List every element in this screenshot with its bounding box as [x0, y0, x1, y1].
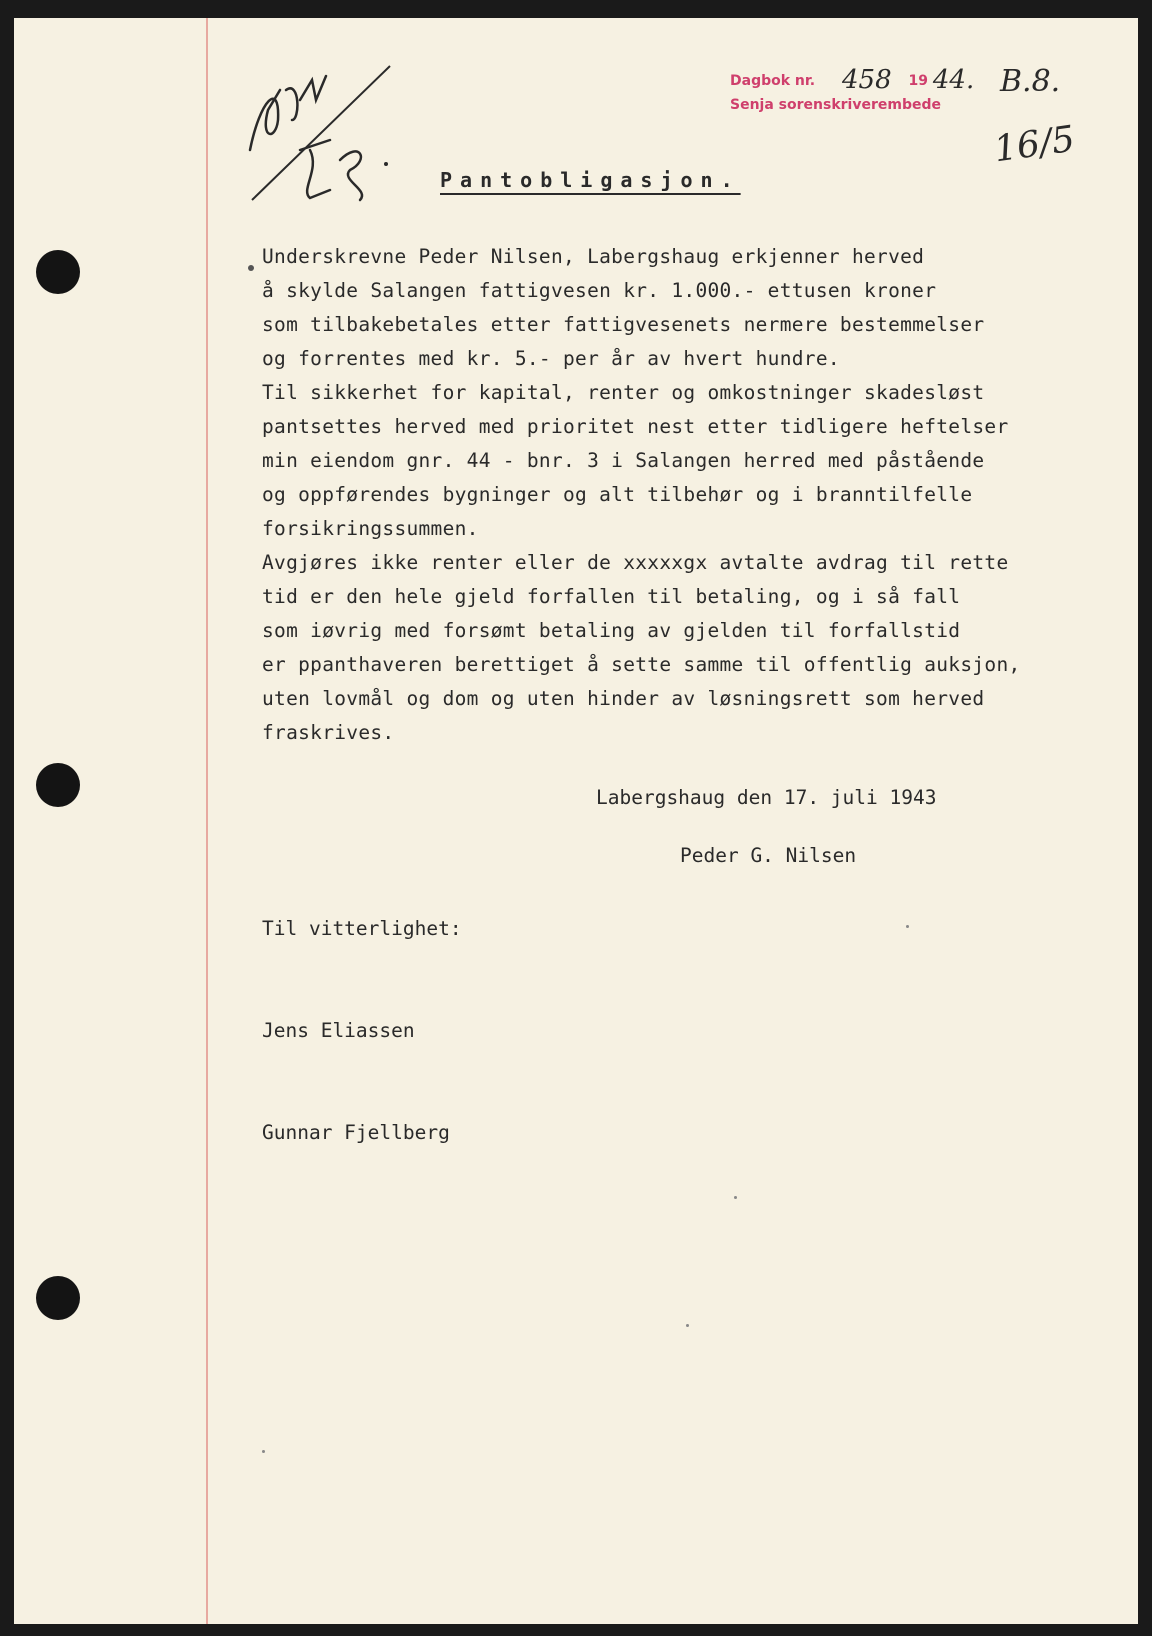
- paper-speck: [906, 925, 909, 928]
- document-page: [14, 18, 1138, 1624]
- ink-dot: [248, 265, 254, 271]
- body-line: er ppanthaveren berettiget å sette samme til offentlig auksjon,: [262, 653, 1021, 676]
- margin-line: [206, 18, 208, 1624]
- stamp-dagbok-row: [730, 65, 975, 95]
- body-line: uten lovmål og dom og uten hinder av løsningsrett som herved: [262, 687, 985, 710]
- witness-name: Jens Eliassen: [262, 1019, 415, 1042]
- place-date: Labergshaug den 17. juli 1943: [596, 786, 937, 809]
- punch-hole-top: [36, 250, 80, 294]
- body-line: Til sikkerhet for kapital, renter og omkostninger skadesløst: [262, 381, 985, 404]
- body-line: som tilbakebetales etter fattigvesenets nermere bestemmelser: [262, 313, 985, 336]
- paper-speck: [734, 1196, 737, 1199]
- document-body: [262, 240, 1122, 750]
- witness-label: Til vitterlighet:: [262, 917, 462, 940]
- witness-block: [262, 844, 462, 1218]
- paper-speck: [686, 1324, 689, 1327]
- paper-speck: [262, 1450, 265, 1453]
- body-line: Avgjøres ikke renter eller de xxxxxgx avtalte avdrag til rette: [262, 551, 1009, 574]
- body-line: forsikringssummen.: [262, 517, 479, 540]
- body-line: Underskrevne Peder Nilsen, Labergshaug erkjenner herved: [262, 245, 925, 268]
- note-date: 16/5: [991, 118, 1078, 171]
- body-line: tid er den hele gjeld forfallen til betaling, og i så fall: [262, 585, 961, 608]
- punch-hole-middle: [36, 763, 80, 807]
- signer-name: Peder G. Nilsen: [680, 844, 857, 867]
- registry-stamp: [730, 65, 975, 117]
- body-line: pantsettes herved med prioritet nest etter tidligere heftelser: [262, 415, 1009, 438]
- body-line: fraskrives.: [262, 721, 395, 744]
- witness-name: Gunnar Fjellberg: [262, 1121, 450, 1144]
- body-line: å skylde Salangen fattigvesen kr. 1.000.- ettusen kroner: [262, 279, 937, 302]
- stamp-office: Senja sorenskriverembede: [730, 97, 941, 113]
- document-title: Pantobligasjon.: [440, 168, 741, 192]
- body-line: som iøvrig med forsømt betaling av gjelden til forfallstid: [262, 619, 961, 642]
- stamp-year-prefix: 19: [908, 73, 928, 89]
- stamp-year-suffix: 44.: [932, 65, 975, 95]
- body-line: og oppførendes bygninger og alt tilbehør og i branntilfelle: [262, 483, 973, 506]
- punch-hole-bottom: [36, 1276, 80, 1320]
- stamp-dagbok-label: Dagbok nr.: [730, 73, 816, 89]
- body-line: min eiendom gnr. 44 - bnr. 3 i Salangen herred med påstående: [262, 449, 985, 472]
- handwritten-initials: [240, 60, 410, 210]
- body-line: og forrentes med kr. 5.- per år av hvert hundre.: [262, 347, 840, 370]
- note-top-right: B.8.: [1000, 64, 1061, 99]
- stamp-dagbok-number: 458: [841, 65, 892, 95]
